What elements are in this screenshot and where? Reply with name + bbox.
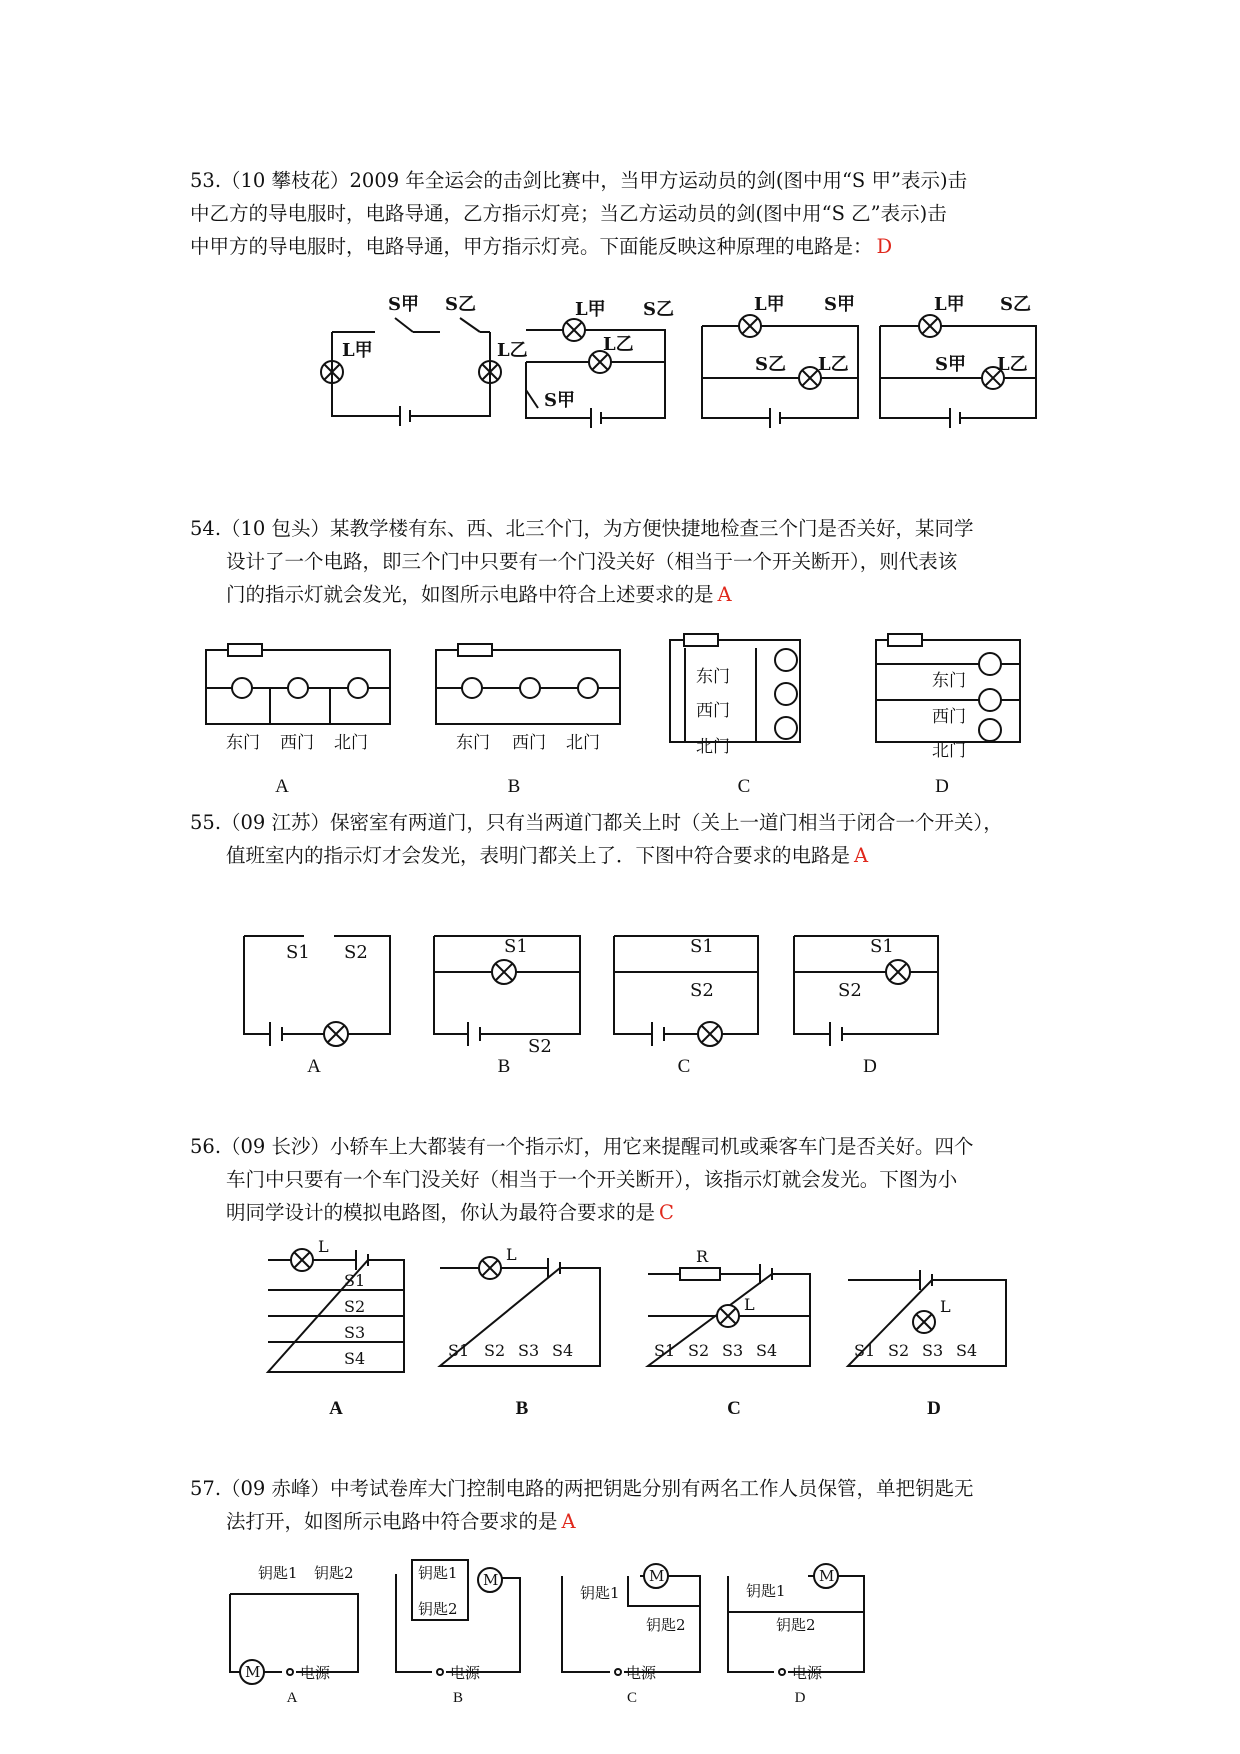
label-north: 北门 <box>696 737 730 757</box>
option-c-label: C <box>626 1690 637 1706</box>
label-s1: S1 <box>344 1271 366 1290</box>
label-s2: S2 <box>888 1341 910 1360</box>
label-s3: S3 <box>344 1323 366 1342</box>
label-key1: 钥匙1 <box>418 1564 458 1582</box>
question-55-line-2: 值班室内的指示灯才会发光，表明门都关上了．下图中符合要求的电路是 A <box>226 844 869 867</box>
option-d-label: D <box>927 1398 941 1419</box>
question-57-line-2: 法打开，如图所示电路中符合要求的是 A <box>226 1510 576 1533</box>
label-s-yi: S乙 <box>755 354 786 375</box>
label-key2: 钥匙2 <box>646 1616 686 1634</box>
option-b-label: B <box>515 1398 529 1419</box>
label-power: 电源 <box>450 1664 481 1682</box>
label-north: 北门 <box>566 733 600 753</box>
label-power: 电源 <box>626 1664 657 1682</box>
label-s1: S1 <box>654 1341 676 1360</box>
motor-symbol: M <box>483 1571 499 1589</box>
label-l: L <box>506 1245 517 1264</box>
label-l-yi: L乙 <box>497 340 528 361</box>
label-east: 东门 <box>456 733 490 753</box>
label-s2: S2 <box>344 942 368 963</box>
label-s3: S3 <box>722 1341 744 1360</box>
option-b-label: B <box>507 776 521 797</box>
question-55-line-1: 55.（09 江苏）保密室有两道门，只有当两道门都关上时（关上一道门相当于闭合一个开关）， <box>190 811 1003 834</box>
label-s3: S3 <box>922 1341 944 1360</box>
label-s4: S4 <box>956 1341 978 1360</box>
option-a-label: A <box>307 1056 321 1077</box>
label-s2: S2 <box>344 1297 366 1316</box>
option-d-label: D <box>935 776 949 797</box>
label-l: L <box>940 1297 951 1316</box>
answer: C <box>659 1201 674 1224</box>
label-key1: 钥匙1 <box>746 1582 786 1600</box>
label-r: R <box>696 1247 709 1266</box>
label-s1: S1 <box>870 936 894 957</box>
answer: D <box>876 235 893 258</box>
label-s-yi: S乙 <box>1000 294 1031 315</box>
label-l-jia: L甲 <box>754 294 785 315</box>
label-l-jia: L甲 <box>575 299 606 320</box>
label-west: 西门 <box>280 733 314 753</box>
label-s1: S1 <box>854 1341 876 1360</box>
motor-symbol: M <box>245 1663 261 1681</box>
option-a-label: A <box>329 1398 343 1419</box>
label-s1: S1 <box>504 936 528 957</box>
label-s4: S4 <box>756 1341 778 1360</box>
label-s2: S2 <box>690 980 714 1001</box>
label-l-jia: L甲 <box>934 294 965 315</box>
label-s-jia: S甲 <box>544 390 575 411</box>
answer: A <box>854 844 869 867</box>
label-l-yi: L乙 <box>603 334 634 355</box>
label-s-jia: S甲 <box>935 354 966 375</box>
label-l-yi: L乙 <box>818 354 849 375</box>
label-key2: 钥匙2 <box>776 1616 816 1634</box>
option-d-label: D <box>863 1056 877 1077</box>
label-power: 电源 <box>300 1664 331 1682</box>
label-s2: S2 <box>838 980 862 1001</box>
label-l: L <box>318 1237 329 1256</box>
label-east: 东门 <box>226 733 260 753</box>
question-56-line-1: 56.（09 长沙）小轿车上大都装有一个指示灯，用它来提醒司机或乘客车门是否关好。四个 <box>190 1135 974 1158</box>
option-c-label: C <box>677 1056 691 1077</box>
label-west: 西门 <box>512 733 546 753</box>
label-west: 西门 <box>932 707 966 727</box>
option-c-label: C <box>737 776 751 797</box>
label-s-jia: S甲 <box>824 294 855 315</box>
answer: A <box>717 583 732 606</box>
question-57-line-1: 57.（09 赤峰）中考试卷库大门控制电路的两把钥匙分别有两名工作人员保管，单把钥匙无 <box>190 1477 974 1500</box>
label-east: 东门 <box>932 671 966 691</box>
question-53-line-3: 中甲方的导电服时，电路导通，甲方指示灯亮。下面能反映这种原理的电路是： D <box>190 235 893 258</box>
label-s2: S2 <box>528 1036 552 1057</box>
question-53-line-1: 53.（10 攀枝花）2009 年全运会的击剑比赛中，当甲方运动员的剑(图中用“S 甲”表示)击 <box>190 169 968 192</box>
label-key2: 钥匙2 <box>314 1564 354 1582</box>
label-s-yi: S乙 <box>445 294 476 315</box>
label-l-jia: L甲 <box>342 340 373 361</box>
label-north: 北门 <box>932 741 966 761</box>
answer: A <box>561 1510 576 1533</box>
label-east: 东门 <box>696 667 730 687</box>
label-s2: S2 <box>688 1341 710 1360</box>
question-54-line-3: 门的指示灯就会发光，如图所示电路中符合上述要求的是 A <box>226 583 732 606</box>
option-a-label: A <box>286 1690 298 1706</box>
option-b-label: B <box>452 1690 463 1706</box>
motor-symbol: M <box>819 1567 835 1585</box>
label-s4: S4 <box>344 1349 366 1368</box>
label-s4: S4 <box>552 1341 574 1360</box>
label-north: 北门 <box>334 733 368 753</box>
label-s-yi: S乙 <box>643 299 674 320</box>
label-s3: S3 <box>518 1341 540 1360</box>
question-54-line-1: 54.（10 包头）某教学楼有东、西、北三个门，为方便快捷地检查三个门是否关好，某同学 <box>190 517 974 540</box>
label-west: 西门 <box>696 701 730 721</box>
label-s1: S1 <box>690 936 714 957</box>
question-56-line-3: 明同学设计的模拟电路图，你认为最符合要求的是 C <box>226 1201 674 1224</box>
label-key1: 钥匙1 <box>580 1584 620 1602</box>
question-53-line-2: 中乙方的导电服时，电路导通，乙方指示灯亮；当乙方运动员的剑(图中用“S 乙”表示)击 <box>190 202 947 225</box>
motor-symbol: M <box>649 1567 665 1585</box>
label-s2: S2 <box>484 1341 506 1360</box>
label-key1: 钥匙1 <box>258 1564 298 1582</box>
question-56-line-2: 车门中只要有一个车门没关好（相当于一个开关断开），该指示灯就会发光。下图为小 <box>226 1168 958 1191</box>
label-l-yi: L乙 <box>997 354 1028 375</box>
question-54-line-2: 设计了一个电路，即三个门中只要有一个门没关好（相当于一个开关断开），则代表该 <box>226 550 958 573</box>
label-s1: S1 <box>448 1341 470 1360</box>
option-d-label: D <box>794 1690 806 1706</box>
label-l: L <box>744 1295 755 1314</box>
label-power: 电源 <box>792 1664 823 1682</box>
label-key2: 钥匙2 <box>418 1600 458 1618</box>
option-c-label: C <box>727 1398 741 1419</box>
option-a-label: A <box>275 776 289 797</box>
label-s1: S1 <box>286 942 310 963</box>
option-b-label: B <box>497 1056 511 1077</box>
label-s-jia: S甲 <box>388 294 419 315</box>
